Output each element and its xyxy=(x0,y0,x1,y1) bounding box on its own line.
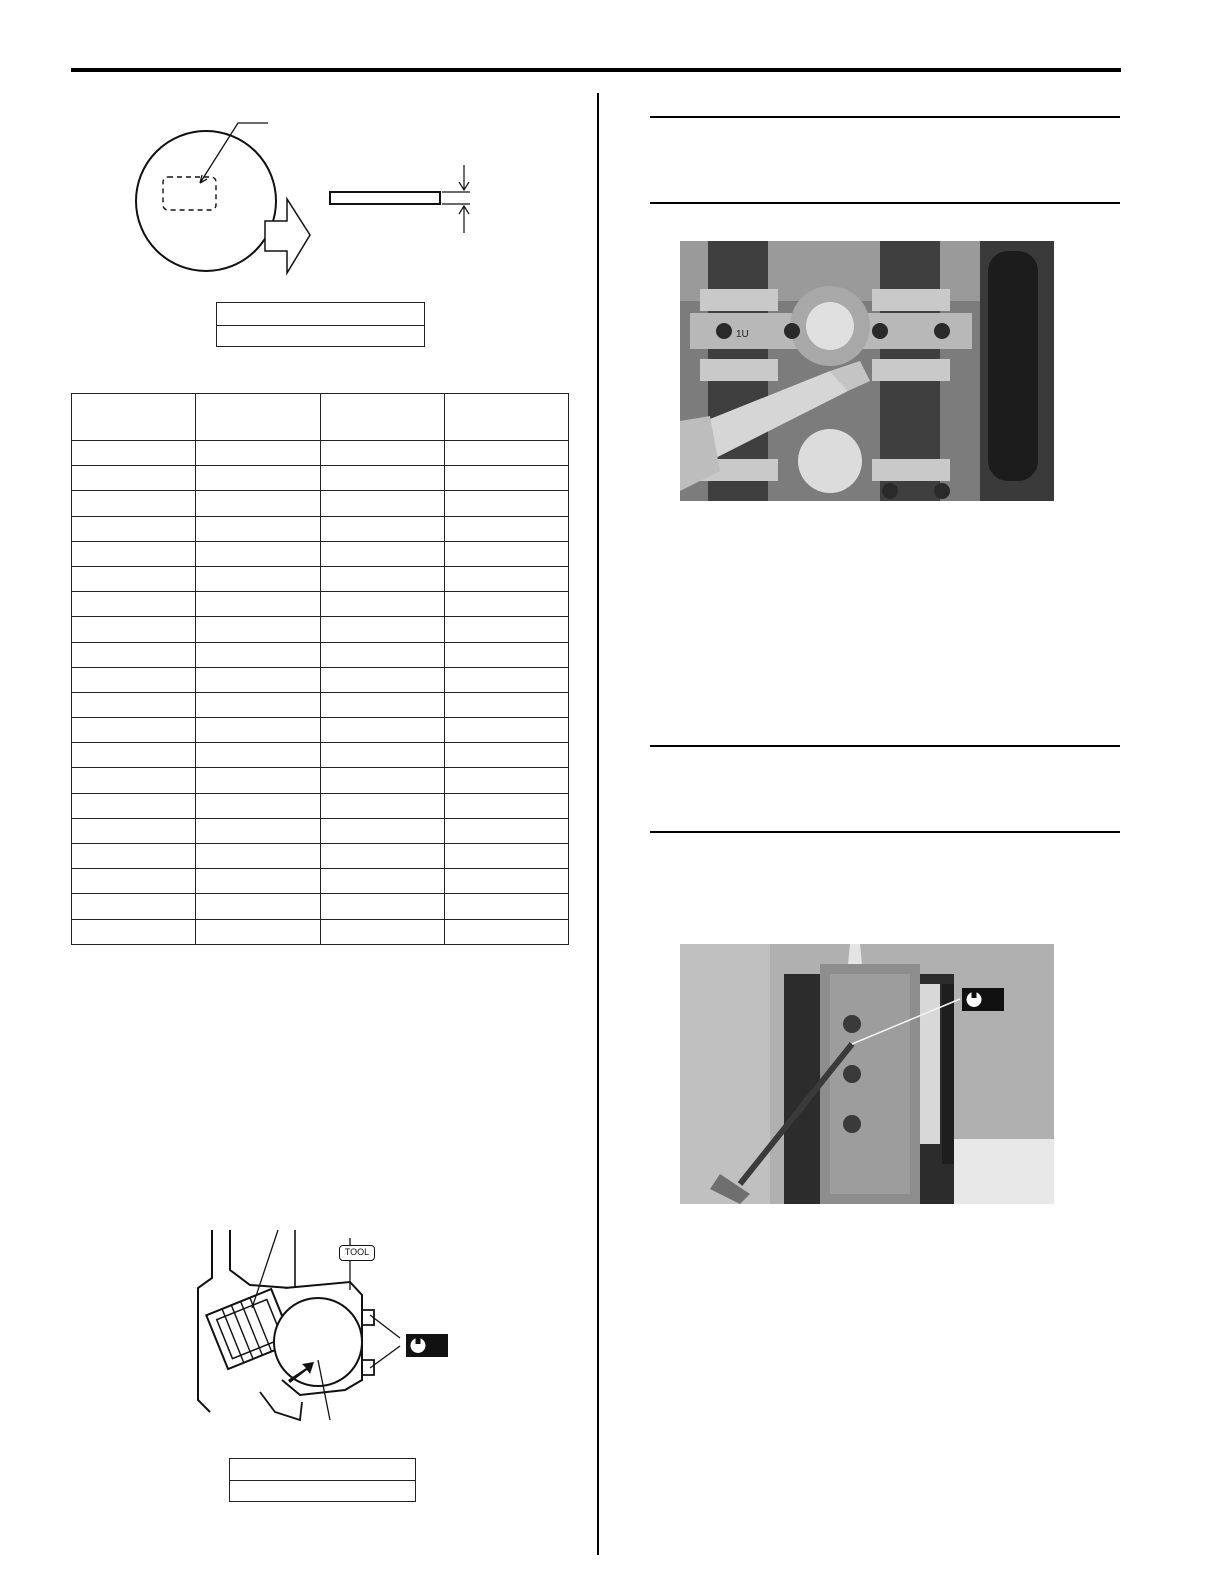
shim-table-cell xyxy=(72,491,196,516)
shim-table-cell xyxy=(444,541,568,566)
shim-table-cell xyxy=(196,844,320,869)
shim-table-cell xyxy=(444,441,568,466)
shim-table-cell xyxy=(72,919,196,944)
shim-table-cell xyxy=(444,793,568,818)
shim-table-header-cell xyxy=(320,394,444,441)
shim-table-cell xyxy=(196,768,320,793)
shim-table-row xyxy=(72,617,569,642)
shim-table-cell xyxy=(196,894,320,919)
shim-table-cell xyxy=(72,743,196,768)
shim-table-cell xyxy=(72,768,196,793)
shim-marking-area xyxy=(163,177,216,210)
shim-table-header-cell xyxy=(444,394,568,441)
shim-table-cell xyxy=(444,566,568,591)
shim-table-row xyxy=(72,466,569,491)
shim-table-cell xyxy=(72,818,196,843)
shim-table-cell xyxy=(444,466,568,491)
shim-table-row xyxy=(72,818,569,843)
torque-wrench-icon xyxy=(962,988,1004,1011)
shim-table-row xyxy=(72,667,569,692)
leader-bolt-1 xyxy=(370,1315,400,1338)
shim-table-cell xyxy=(444,844,568,869)
shim-side-view xyxy=(330,192,440,204)
shim-table-cell xyxy=(320,768,444,793)
shim-table-cell xyxy=(196,919,320,944)
camshaft-photo xyxy=(680,241,1054,501)
shim-table-row xyxy=(72,491,569,516)
shim-table-cell xyxy=(72,592,196,617)
shim-table-cell xyxy=(320,793,444,818)
shim-table-row xyxy=(72,642,569,667)
shim-table-cell xyxy=(320,667,444,692)
shim-table-cell xyxy=(72,844,196,869)
shim-table-cell xyxy=(72,466,196,491)
shim-spec-row-1 xyxy=(217,303,424,326)
column-divider xyxy=(597,93,599,1555)
shim-table-cell xyxy=(320,491,444,516)
torque-wrench-icon xyxy=(406,1334,448,1357)
shim-table-row xyxy=(72,894,569,919)
shim-table-cell xyxy=(444,516,568,541)
shim-table-cell xyxy=(444,743,568,768)
shim-table-row xyxy=(72,541,569,566)
shim-table-cell xyxy=(72,516,196,541)
shim-table-row xyxy=(72,844,569,869)
engine-photo xyxy=(680,944,1054,1204)
shim-table-cell xyxy=(320,642,444,667)
shim-table-cell xyxy=(444,491,568,516)
shim-circle xyxy=(136,131,276,271)
shim-table-cell xyxy=(320,566,444,591)
shim-table-cell xyxy=(320,692,444,717)
tool-spec-box xyxy=(229,1458,416,1502)
shim-diagram xyxy=(130,115,490,285)
shim-table-cell xyxy=(72,541,196,566)
leader-bolt-2 xyxy=(370,1346,400,1368)
shim-table-row xyxy=(72,793,569,818)
shim-table-cell xyxy=(444,642,568,667)
shim-table-row xyxy=(72,718,569,743)
section-rule-2 xyxy=(650,202,1120,204)
shim-table-cell xyxy=(196,793,320,818)
shim-table-cell xyxy=(320,592,444,617)
shim-table-cell xyxy=(444,768,568,793)
shim-spec-row-2 xyxy=(217,326,424,347)
shim-table-cell xyxy=(196,491,320,516)
shim-table-row xyxy=(72,869,569,894)
shim-table-cell xyxy=(72,441,196,466)
shim-table-cell xyxy=(72,718,196,743)
shim-table-cell xyxy=(196,541,320,566)
shim-table-cell xyxy=(196,516,320,541)
shim-table-cell xyxy=(320,869,444,894)
shim-table-cell xyxy=(320,441,444,466)
shim-table-cell xyxy=(72,566,196,591)
shim-table-cell xyxy=(196,642,320,667)
shim-table-cell xyxy=(444,894,568,919)
shim-table-cell xyxy=(196,441,320,466)
section-rule-4 xyxy=(650,831,1120,833)
shim-table-cell xyxy=(72,793,196,818)
shim-table-row xyxy=(72,743,569,768)
camshaft-lobe xyxy=(274,1298,362,1386)
shim-spec-box xyxy=(216,302,425,347)
shim-table xyxy=(71,393,569,945)
shim-table-body xyxy=(72,441,569,945)
shim-table-cell xyxy=(444,718,568,743)
camshaft-tool-diagram xyxy=(190,1230,460,1420)
shim-table-header xyxy=(72,394,569,441)
shim-table-row xyxy=(72,592,569,617)
shim-table-cell xyxy=(320,718,444,743)
shim-table-cell xyxy=(444,919,568,944)
shim-table-cell xyxy=(320,818,444,843)
shim-table-cell xyxy=(444,692,568,717)
shim-table-header-cell xyxy=(72,394,196,441)
shim-table-row xyxy=(72,919,569,944)
section-rule-3 xyxy=(650,745,1120,747)
shim-table-cell xyxy=(444,592,568,617)
shim-table-cell xyxy=(196,718,320,743)
shim-table-cell xyxy=(72,692,196,717)
shim-table-row xyxy=(72,566,569,591)
shim-table-cell xyxy=(320,541,444,566)
tool-spec-row-1 xyxy=(230,1459,415,1481)
shim-table-row xyxy=(72,692,569,717)
shim-table-cell xyxy=(320,617,444,642)
shim-table-cell xyxy=(196,692,320,717)
tool-tag-icon xyxy=(339,1245,375,1261)
direction-arrow xyxy=(265,199,310,273)
shim-table-row xyxy=(72,768,569,793)
shim-table-cell xyxy=(444,667,568,692)
shim-table-cell xyxy=(196,743,320,768)
shim-table-cell xyxy=(72,642,196,667)
shim-table-cell xyxy=(196,667,320,692)
shim-table-cell xyxy=(196,566,320,591)
shim-table-cell xyxy=(72,894,196,919)
shim-table-cell xyxy=(320,919,444,944)
shim-table-header-cell xyxy=(196,394,320,441)
tool-spec-row-2 xyxy=(230,1481,415,1502)
section-rule-1 xyxy=(650,116,1120,118)
camshaft-engraving: 1U xyxy=(736,329,749,340)
shim-table-cell xyxy=(320,516,444,541)
shim-table-cell xyxy=(320,894,444,919)
leader-arrowhead xyxy=(200,175,207,183)
shim-table-cell xyxy=(196,869,320,894)
shim-table-row xyxy=(72,441,569,466)
shim-table-cell xyxy=(196,592,320,617)
shim-table-cell xyxy=(196,617,320,642)
shim-table-cell xyxy=(320,743,444,768)
shim-table-cell xyxy=(444,818,568,843)
shim-table-cell xyxy=(72,617,196,642)
shim-table-cell xyxy=(444,869,568,894)
shim-table-cell xyxy=(320,844,444,869)
shim-table-row xyxy=(72,516,569,541)
shim-table-cell xyxy=(72,667,196,692)
shim-table-cell xyxy=(444,617,568,642)
page-header-rule xyxy=(71,68,1121,72)
shim-table-cell xyxy=(196,818,320,843)
tool-tag-label: TOOL xyxy=(344,1247,370,1257)
shim-table-cell xyxy=(320,466,444,491)
shim-table-cell xyxy=(196,466,320,491)
shim-table-cell xyxy=(72,869,196,894)
